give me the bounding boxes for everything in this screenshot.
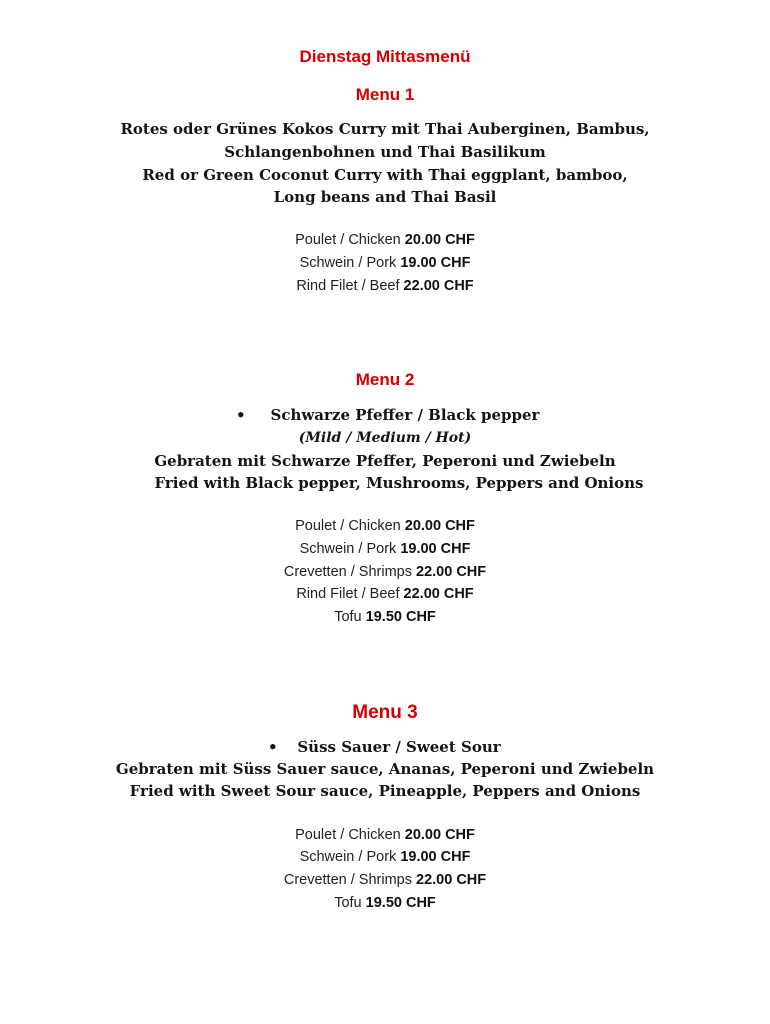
price-label: Schwein / Pork [299, 849, 397, 865]
menu-2-heading: Menu 2 [355, 370, 415, 389]
price-label: Schwein / Pork [299, 255, 397, 271]
menu-2-spice-options: (Mild / Medium / Hot) [298, 430, 472, 446]
price-label: Crevetten / Shrimps [283, 564, 412, 580]
menu-1-desc-line: Red or Green Coconut Curry with Thai eggplant, bamboo, [142, 166, 628, 184]
price-row [0, 541, 770, 557]
price-row [0, 232, 770, 248]
price-amount: 19.00 CHF [400, 255, 471, 271]
price-amount: 19.00 CHF [400, 541, 471, 557]
price-label: Tofu [334, 895, 362, 911]
price-amount: 22.00 CHF [403, 278, 474, 294]
price-amount: 22.00 CHF [416, 872, 487, 888]
price-amount: 19.50 CHF [365, 895, 436, 911]
price-label: Rind Filet / Beef [296, 278, 400, 294]
price-amount: 19.50 CHF [365, 609, 436, 625]
menu-3-desc-line: Fried with Sweet Sour sauce, Pineapple, Peppers and Onions [129, 782, 641, 800]
price-amount: 22.00 CHF [416, 564, 487, 580]
price-label: Schwein / Pork [299, 541, 397, 557]
price-row [0, 586, 770, 602]
price-row [0, 827, 770, 843]
price-amount: 20.00 CHF [404, 518, 475, 534]
price-amount: 19.00 CHF [400, 849, 471, 865]
menu-3-dish-name: Süss Sauer / Sweet Sour [297, 738, 501, 756]
menu-1-desc-line: Long beans and Thai Basil [273, 188, 497, 206]
menu-2-dish-name: Schwarze Pfeffer / Black pepper [270, 406, 540, 424]
price-row [0, 895, 770, 911]
menu-1-heading: Menu 1 [355, 85, 415, 104]
price-row [0, 564, 770, 580]
price-row [0, 872, 770, 888]
price-amount: 22.00 CHF [403, 586, 474, 602]
price-row [0, 849, 770, 865]
price-label: Crevetten / Shrimps [283, 872, 412, 888]
menu-3-heading: Menu 3 [352, 702, 418, 723]
menu-1-desc-line: Schlangenbohnen und Thai Basilikum [224, 143, 546, 161]
menu-2-desc-line: Gebraten mit Schwarze Pfeffer, Peperoni und Zwiebeln [154, 452, 616, 470]
price-label: Tofu [334, 609, 362, 625]
price-amount: 20.00 CHF [404, 232, 475, 248]
price-row [0, 255, 770, 271]
price-label: Rind Filet / Beef [296, 586, 400, 602]
price-label: Poulet / Chicken [295, 518, 401, 534]
menu-2-desc-line: Fried with Black pepper, Mushrooms, Peppers and Onions [154, 474, 644, 492]
price-amount: 20.00 CHF [404, 827, 475, 843]
bullet-icon: • [236, 406, 246, 424]
menu-1-desc-line: Rotes oder Grünes Kokos Curry mit Thai Auberginen, Bambus, [120, 120, 650, 138]
price-row [0, 518, 770, 534]
bullet-icon: • [268, 738, 278, 756]
price-label: Poulet / Chicken [295, 827, 401, 843]
price-row [0, 278, 770, 294]
page-title: Dienstag Mittasmenü [299, 47, 471, 66]
price-label: Poulet / Chicken [295, 232, 401, 248]
menu-3-desc-line: Gebraten mit Süss Sauer sauce, Ananas, Peperoni und Zwiebeln [115, 760, 655, 778]
price-row [0, 609, 770, 625]
